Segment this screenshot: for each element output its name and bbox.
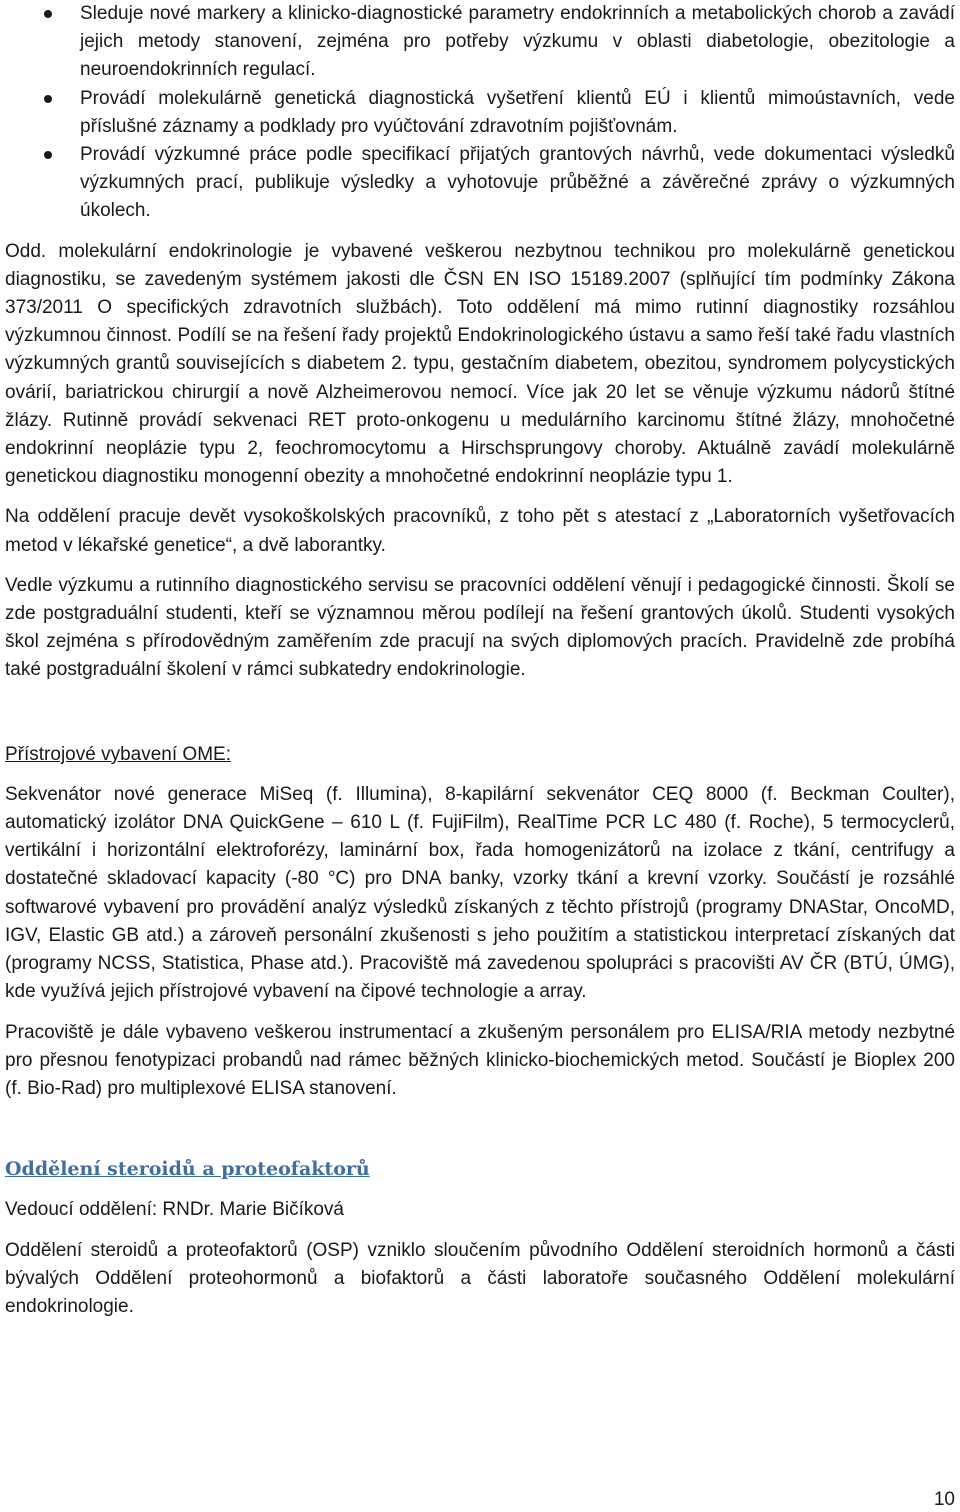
page-number: 10 — [933, 1489, 955, 1510]
paragraph-staff: Na oddělení pracuje devět vysokoškolských pracovníků, z toho pět s atestací z „Laboratorních vyšetřovacích metod v lékařské genetice“, a dvě laborantky. — [5, 506, 955, 556]
list-item — [5, 0, 955, 85]
section-heading: Oddělení steroidů a proteofaktorů — [5, 1158, 370, 1181]
bullet-icon — [44, 151, 52, 159]
bullet-text: Provádí výzkumné práce podle specifikací přijatých grantových návrhů, vede dokumentaci výsledků výzkumných prací, publikuje výsledky a vyhotovuje průběžné a závěrečné zprávy o výzkumných úkolech. — [80, 144, 955, 222]
bullet-text: Provádí molekulárně genetická diagnostická vyšetření klientů EÚ i klientů mimoústavních, vede příslušné záznamy a podklady pro vyúčtování zdravotním pojišťovnám. — [80, 87, 955, 137]
paragraph-odd: Odd. molekulární endokrinologie je vybavené veškerou nezbytnou technikou pro molekulárně genetickou diagnostiku, se zavedeným systémem jakosti dle ČSN EN ISO 15189.2007 (splňující tím podmínky Zákona 373/2011 O specifických zdravotních službách). Toto oddělení má mimo rutinní diagnostiky rozsáhlou výzkumnou činnost. Podílí se na řešení řady projektů Endokrinologického ústavu a samo řeší také řadu vlastních výzkumných grantů souvisejících s diabetem 2. typu, gestačním diabetem, obezitou, syndromem polycystických ovárií, bariatrickou chirurgií a nově Alzheimerovou nemocí. Více jak 20 let se věnuje výzkumu nádorů štítné žlázy. Rutinně provádí sekvenaci RET proto-onkogenu u medulárního karcinomu štítné žlázy, mnohočetné endokrinní neoplázie typu 2, feochromocytomu a Hirschsprungovy choroby. Aktuálně zavádí molekulárně genetickou diagnostiku monogenní obezity a mnohočetné endokrinní neoplázie typu 1. — [5, 240, 955, 488]
bullet-text: Sleduje nové markery a klinicko-diagnostické parametry endokrinních a metabolických chorob a zavádí jejich metody stanovení, zejména pro potřeby výzkumu v oblasti diabetologie, obezitologie a neuroendokrinních regulací. — [80, 3, 955, 81]
bullet-list — [5, 0, 955, 226]
bullet-icon — [44, 95, 52, 103]
list-item — [5, 141, 955, 226]
paragraph-instrumentation: Pracoviště je dále vybaveno veškerou instrumentací a zkušeným personálem pro ELISA/RIA metody nezbytné pro přesnou fenotypizaci probandů nad rámec běžných klinicko-biochemických metod. Součástí je Bioplex 200 (f. Bio-Rad) pro multiplexové ELISA stanovení. — [5, 1021, 955, 1099]
bullet-icon — [44, 10, 52, 18]
paragraph-teaching: Vedle výzkumu a rutinního diagnostického servisu se pracovníci oddělení věnují i pedagogické činnosti. Školí se zde postgraduální studenti, kteří se významnou měrou podílejí na řešení grantových úkolů. Studenti vysokých škol zejména s přírodovědným zaměřením zde pracují na svých diplomových pracích. Pravidelně zde probíhá také postgraduální školení v rámci subkatedry endokrinologie. — [5, 574, 955, 681]
paragraph-osp: Oddělení steroidů a proteofaktorů (OSP) vzniklo sloučením původního Oddělení steroidních hormonů a části bývalých Oddělení proteohormonů a biofaktorů a části laboratoře současného Oddělení molekulární endokrinologie. — [5, 1239, 955, 1317]
head-of-department: Vedoucí oddělení: RNDr. Marie Bičíková — [5, 1199, 345, 1221]
list-item — [5, 85, 955, 141]
paragraph-equipment: Sekvenátor nové generace MiSeq (f. Illumina), 8-kapilární sekvenátor CEQ 8000 (f. Beckman Coulter), automatický izolátor DNA QuickGene – 610 L (f. FujiFilm), RealTime PCR LC 480 (f. Roche), 5 termocyclerů, vertikální i horizontální elektroforézy, laminární box, řada homogenizátorů na izolace z tkání, centrifugy a dostatečné skladovací kapacity (-80 °C) pro DNA banky, vzorky tkání a krevní vzorky. Součástí je rozsáhlé softwarové vybavení pro provádění analýz výsledků získaných z těchto přístrojů (programy DNAStar, OncoMD, IGV, Elastic GB atd.) a zároveň personální zkušenosti s jeho použitím a statistickou interpretací získaných dat (programy NCSS, Statistica, Phase atd.). Pracoviště má zavedenou spolupráci s pracovišti AV ČR (BTÚ, ÚMG), kde využívá jejich přístrojové vybavení na čipové technologie a array. — [5, 783, 955, 1003]
document-page — [5, 0, 955, 1321]
equipment-title: Přístrojové vybavení OME: — [5, 743, 231, 765]
